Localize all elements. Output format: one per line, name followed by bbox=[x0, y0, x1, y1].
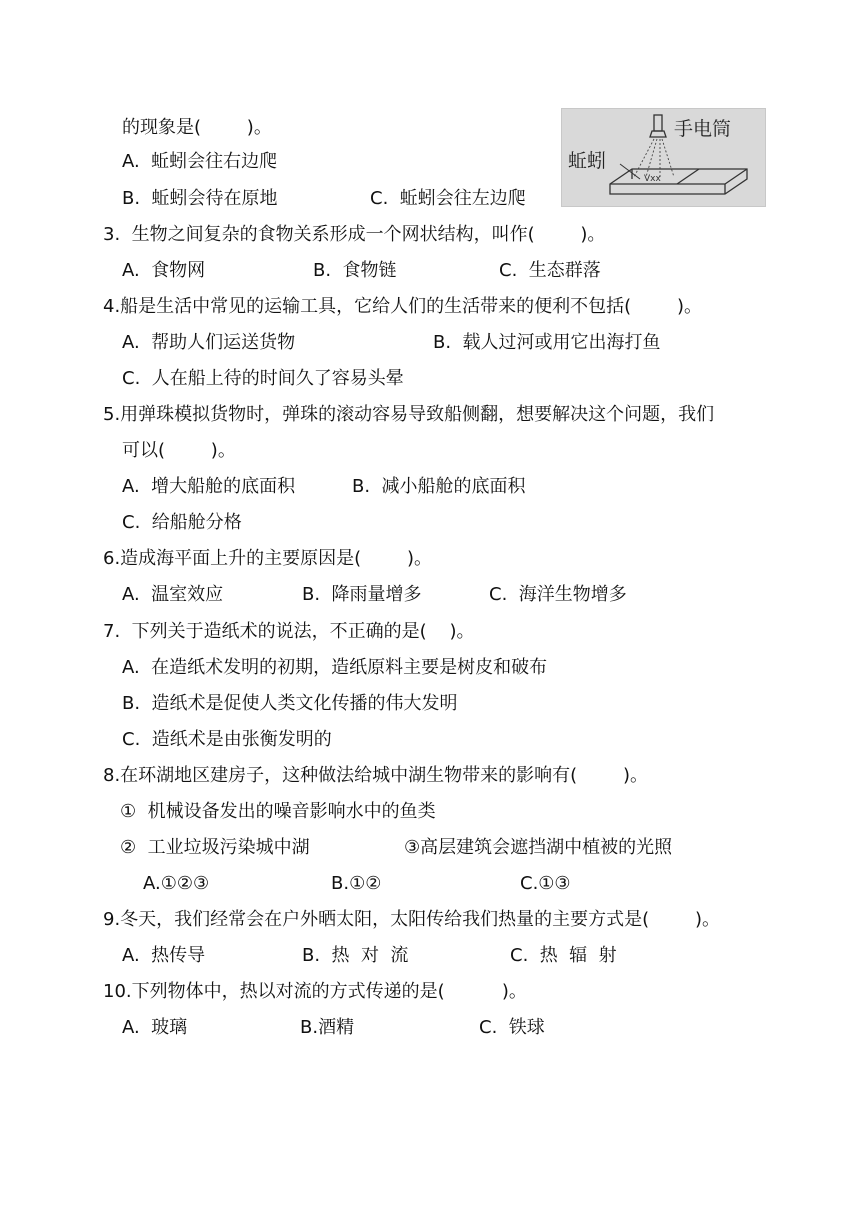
q8-statement-3: ③高层建筑会遮挡湖中植被的光照 bbox=[404, 837, 673, 858]
q5-option-b: B. 减小船舱的底面积 bbox=[352, 476, 526, 497]
q8-option-c: C.①③ bbox=[520, 873, 571, 894]
q7-option-c: C. 造纸术是由张衡发明的 bbox=[122, 729, 332, 750]
q9-option-b: B. 热 对 流 bbox=[302, 945, 409, 966]
q6-option-c: C. 海洋生物增多 bbox=[489, 584, 627, 605]
q10-option-c: C. 铁球 bbox=[479, 1017, 545, 1038]
q3-stem: 3. 生物之间复杂的食物关系形成一个网状结构，叫作( )。 bbox=[103, 224, 606, 245]
q10-option-b: B.酒精 bbox=[300, 1017, 355, 1038]
q9-option-a: A. 热传导 bbox=[122, 945, 206, 966]
q10-stem: 10.下列物体中，热以对流的方式传递的是( )。 bbox=[103, 981, 527, 1002]
q9-stem: 9.冬天，我们经常会在户外晒太阳，太阳传给我们热量的主要方式是( )。 bbox=[103, 909, 720, 930]
q10-option-a: A. 玻璃 bbox=[122, 1017, 188, 1038]
q2-option-a: A. 蚯蚓会往右边爬 bbox=[122, 151, 278, 172]
q6-option-a: A. 温室效应 bbox=[122, 584, 224, 605]
q2-option-c: C. 蚯蚓会往左边爬 bbox=[370, 188, 526, 209]
q7-option-b: B. 造纸术是促使人类文化传播的伟大发明 bbox=[122, 693, 458, 714]
q6-option-b: B. 降雨量增多 bbox=[302, 584, 422, 605]
q8-statement-2: ② 工业垃圾污染城中湖 bbox=[120, 837, 310, 858]
q4-option-c: C. 人在船上待的时间久了容易头晕 bbox=[122, 368, 404, 389]
q7-stem: 7. 下列关于造纸术的说法，不正确的是( )。 bbox=[103, 621, 475, 642]
q7-option-a: A. 在造纸术发明的初期，造纸原料主要是树皮和破布 bbox=[122, 657, 548, 678]
q8-option-a: A.①②③ bbox=[143, 873, 210, 894]
q5-stem-line2: 可以( )。 bbox=[122, 440, 236, 461]
q5-option-c: C. 给船舱分格 bbox=[122, 512, 242, 533]
q9-option-c: C. 热 辐 射 bbox=[510, 945, 617, 966]
q8-stem: 8.在环湖地区建房子，这种做法给城中湖生物带来的影响有( )。 bbox=[103, 765, 648, 786]
q8-option-b: B.①② bbox=[331, 873, 382, 894]
q5-stem-line1: 5.用弹珠模拟货物时，弹珠的滚动容易导致船侧翻，想要解决这个问题，我们 bbox=[103, 404, 715, 425]
q4-stem: 4.船是生活中常见的运输工具，它给人们的生活带来的便利不包括( )。 bbox=[103, 296, 702, 317]
q3-option-a: A. 食物网 bbox=[122, 260, 206, 281]
label-flashlight: 手电筒 bbox=[674, 118, 732, 140]
q8-statement-1: ① 机械设备发出的噪音影响水中的鱼类 bbox=[120, 801, 436, 822]
q2-option-b: B. 蚯蚓会待在原地 bbox=[122, 188, 278, 209]
q4-option-a: A. 帮助人们运送货物 bbox=[122, 332, 296, 353]
q2-stem-continued: 的现象是( )。 bbox=[122, 117, 272, 138]
q6-stem: 6.造成海平面上升的主要原因是( )。 bbox=[103, 548, 432, 569]
q3-option-b: B. 食物链 bbox=[313, 260, 397, 281]
q3-option-c: C. 生态群落 bbox=[499, 260, 601, 281]
earthworm-experiment-diagram bbox=[562, 109, 765, 206]
earthworm-flashlight-figure bbox=[561, 108, 766, 207]
svg-text:Vxx: Vxx bbox=[644, 174, 661, 184]
q4-option-b: B. 载人过河或用它出海打鱼 bbox=[433, 332, 661, 353]
label-earthworm: 蚯蚓 bbox=[568, 150, 607, 172]
q5-option-a: A. 增大船舱的底面积 bbox=[122, 476, 296, 497]
